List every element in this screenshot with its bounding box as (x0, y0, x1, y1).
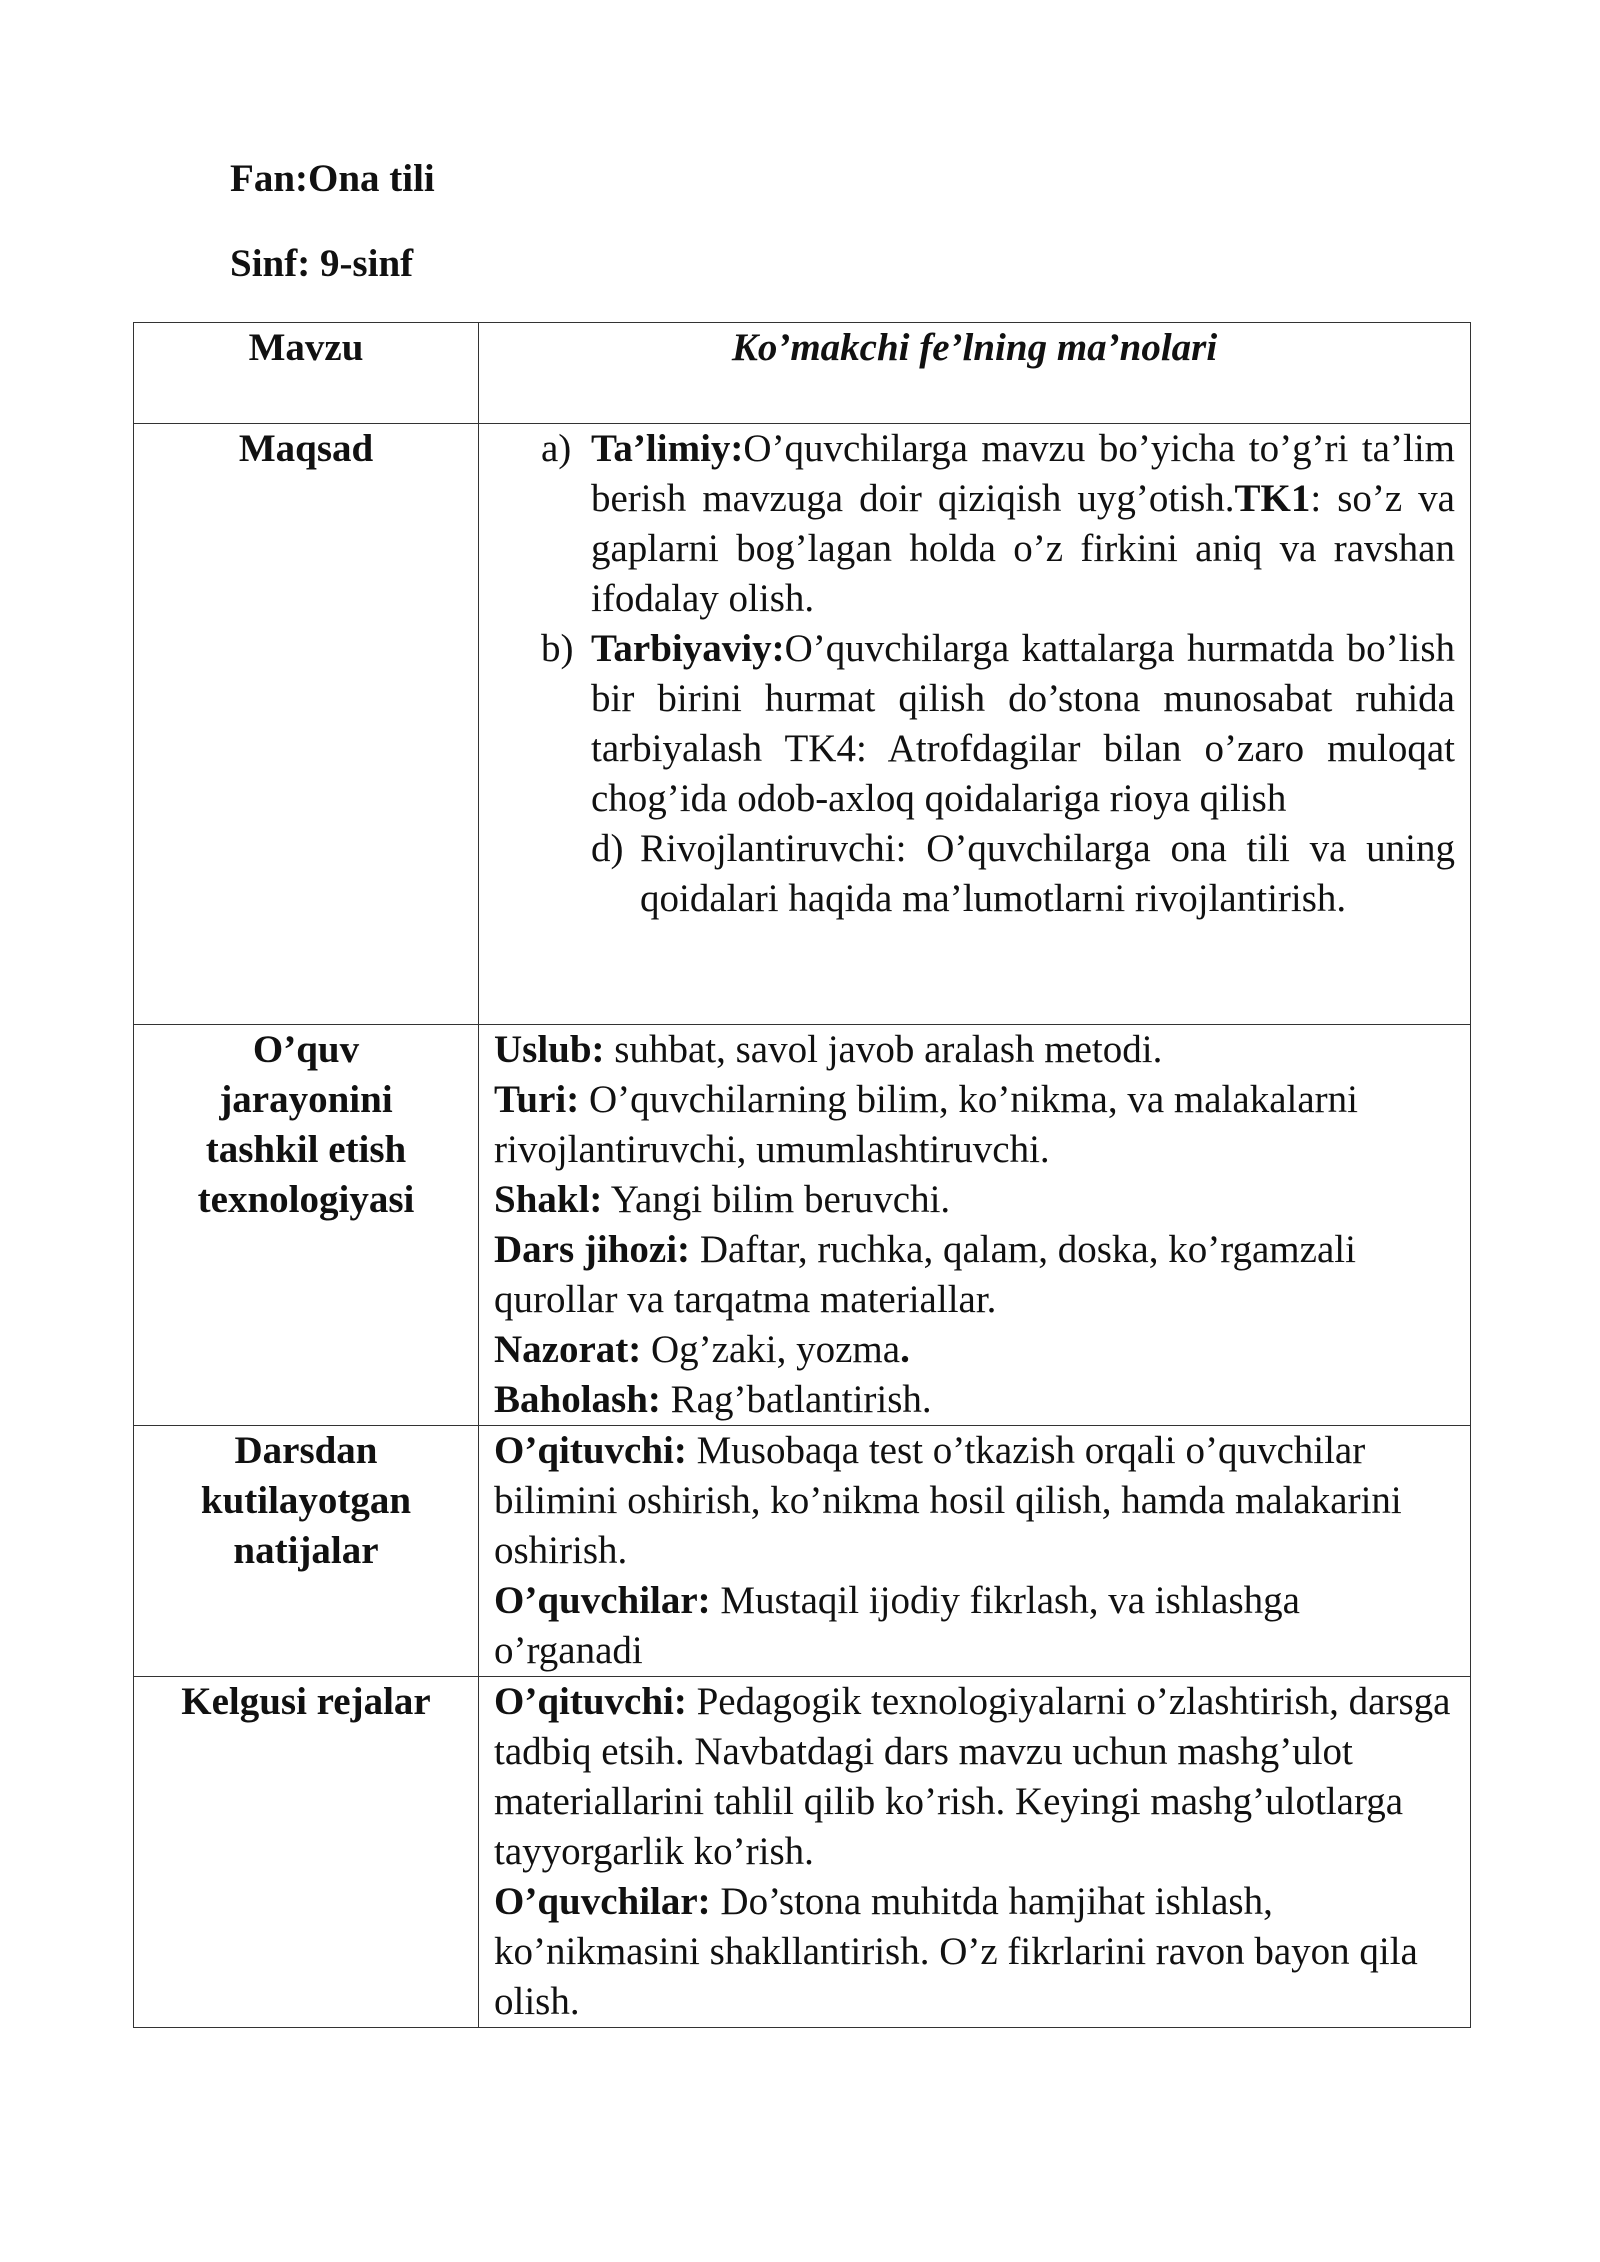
results-label: Darsdan kutilayotgan natijalar (134, 1426, 479, 1677)
form-line: Shakl: Yangi bilim beruvchi. (494, 1178, 951, 1221)
goal-row (134, 424, 1471, 1025)
topic-label: Mavzu (134, 323, 479, 424)
results-content (479, 1426, 1471, 1677)
teacher-plan-line: O’qituvchi: Pedagogik texnologiyalarni o’zlashtirish, darsga tadbiq etsih. Navbatdagi dars mavzu uchun mashg’ulot materiallarini tahlil qilib ko’rish. Keyingi mashg’ulotlarga tayyorgarlik ko’rish. (494, 1680, 1451, 1873)
goal-content (479, 424, 1471, 1025)
goal-label: Maqsad (134, 424, 479, 1025)
plans-label: Kelgusi rejalar (134, 1677, 479, 2028)
goal-tk-label: TK1 (1234, 477, 1311, 520)
technology-content (479, 1025, 1471, 1426)
goal-marker: d) (591, 827, 624, 870)
goal-tk-text: : so’z va gaplarni bog’lagan holda o’z firkini aniq va ravshan ifodalay olish. (591, 477, 1455, 620)
control-line: Nazorat: Og’zaki, yozma. (494, 1328, 910, 1371)
goal-text: O’quvchilarga kattalarga hurmatda bo’lish bir birini hurmat qilish do’stona munosabat ruhida tarbiyalash TK4: Atrofdagilar bilan o’zaro muloqat chog’ida odob-axloq qoidalariga rioya qilish (591, 627, 1455, 820)
goal-text: Rivojlantiruvchi: O’quvchilarga ona tili va uning qoidalari haqida ma’lumotlarni rivojlantirish. (640, 827, 1455, 920)
goal-item-upbringing (479, 624, 1455, 824)
plans-content (479, 1677, 1471, 2028)
students-plan-line: O’quvchilar: Do’stona muhitda hamjihat ishlash, ko’nikmasini shakllantirish. O’z fikrlarini ravon bayon qila olish. (494, 1880, 1418, 2023)
teacher-result-line: O’qituvchi: Musobaqa test o’tkazish orqali o’quvchilar bilimini oshirish, ko’nikma hosil qilish, hamda malakarini oshirish. (494, 1429, 1402, 1572)
assessment-line: Baholash: Rag’batlantirish. (494, 1378, 932, 1421)
goal-item-educational (479, 424, 1455, 624)
technology-label: O’quv jarayonini tashkil etish texnologiyasi (134, 1025, 479, 1426)
technology-row (134, 1025, 1471, 1426)
plans-row (134, 1677, 1471, 2028)
grade-line: Sinf: 9-sinf (230, 242, 414, 285)
topic-row (134, 323, 1471, 424)
results-row (134, 1426, 1471, 1677)
equipment-line: Dars jihozi: Daftar, ruchka, qalam, doska, ko’rgamzali qurollar va tarqatma materiallar. (494, 1228, 1356, 1321)
goal-marker: b) (541, 627, 574, 670)
topic-value: Ko’makchi fe’lning ma’nolari (479, 323, 1471, 424)
lesson-plan-table (133, 322, 1471, 2028)
students-result-line: O’quvchilar: Mustaqil ijodiy fikrlash, va ishlashga o’rganadi (494, 1579, 1300, 1672)
goal-marker: a) (541, 427, 572, 470)
goal-title: Ta’limiy: (591, 427, 744, 470)
goal-title: Tarbiyaviy: (591, 627, 785, 670)
goal-text: O’quvchilarga mavzu bo’yicha to’g’ri ta’lim berish mavzuga doir qiziqish uyg’otish. (591, 427, 1455, 520)
type-line: Turi: O’quvchilarning bilim, ko’nikma, va malakalarni rivojlantiruvchi, umumlashtiruvchi. (494, 1078, 1358, 1171)
subject-line: Fan:Ona tili (230, 157, 435, 200)
goal-item-developmental (479, 824, 1455, 924)
method-line: Uslub: suhbat, savol javob aralash metodi. (494, 1028, 1163, 1071)
